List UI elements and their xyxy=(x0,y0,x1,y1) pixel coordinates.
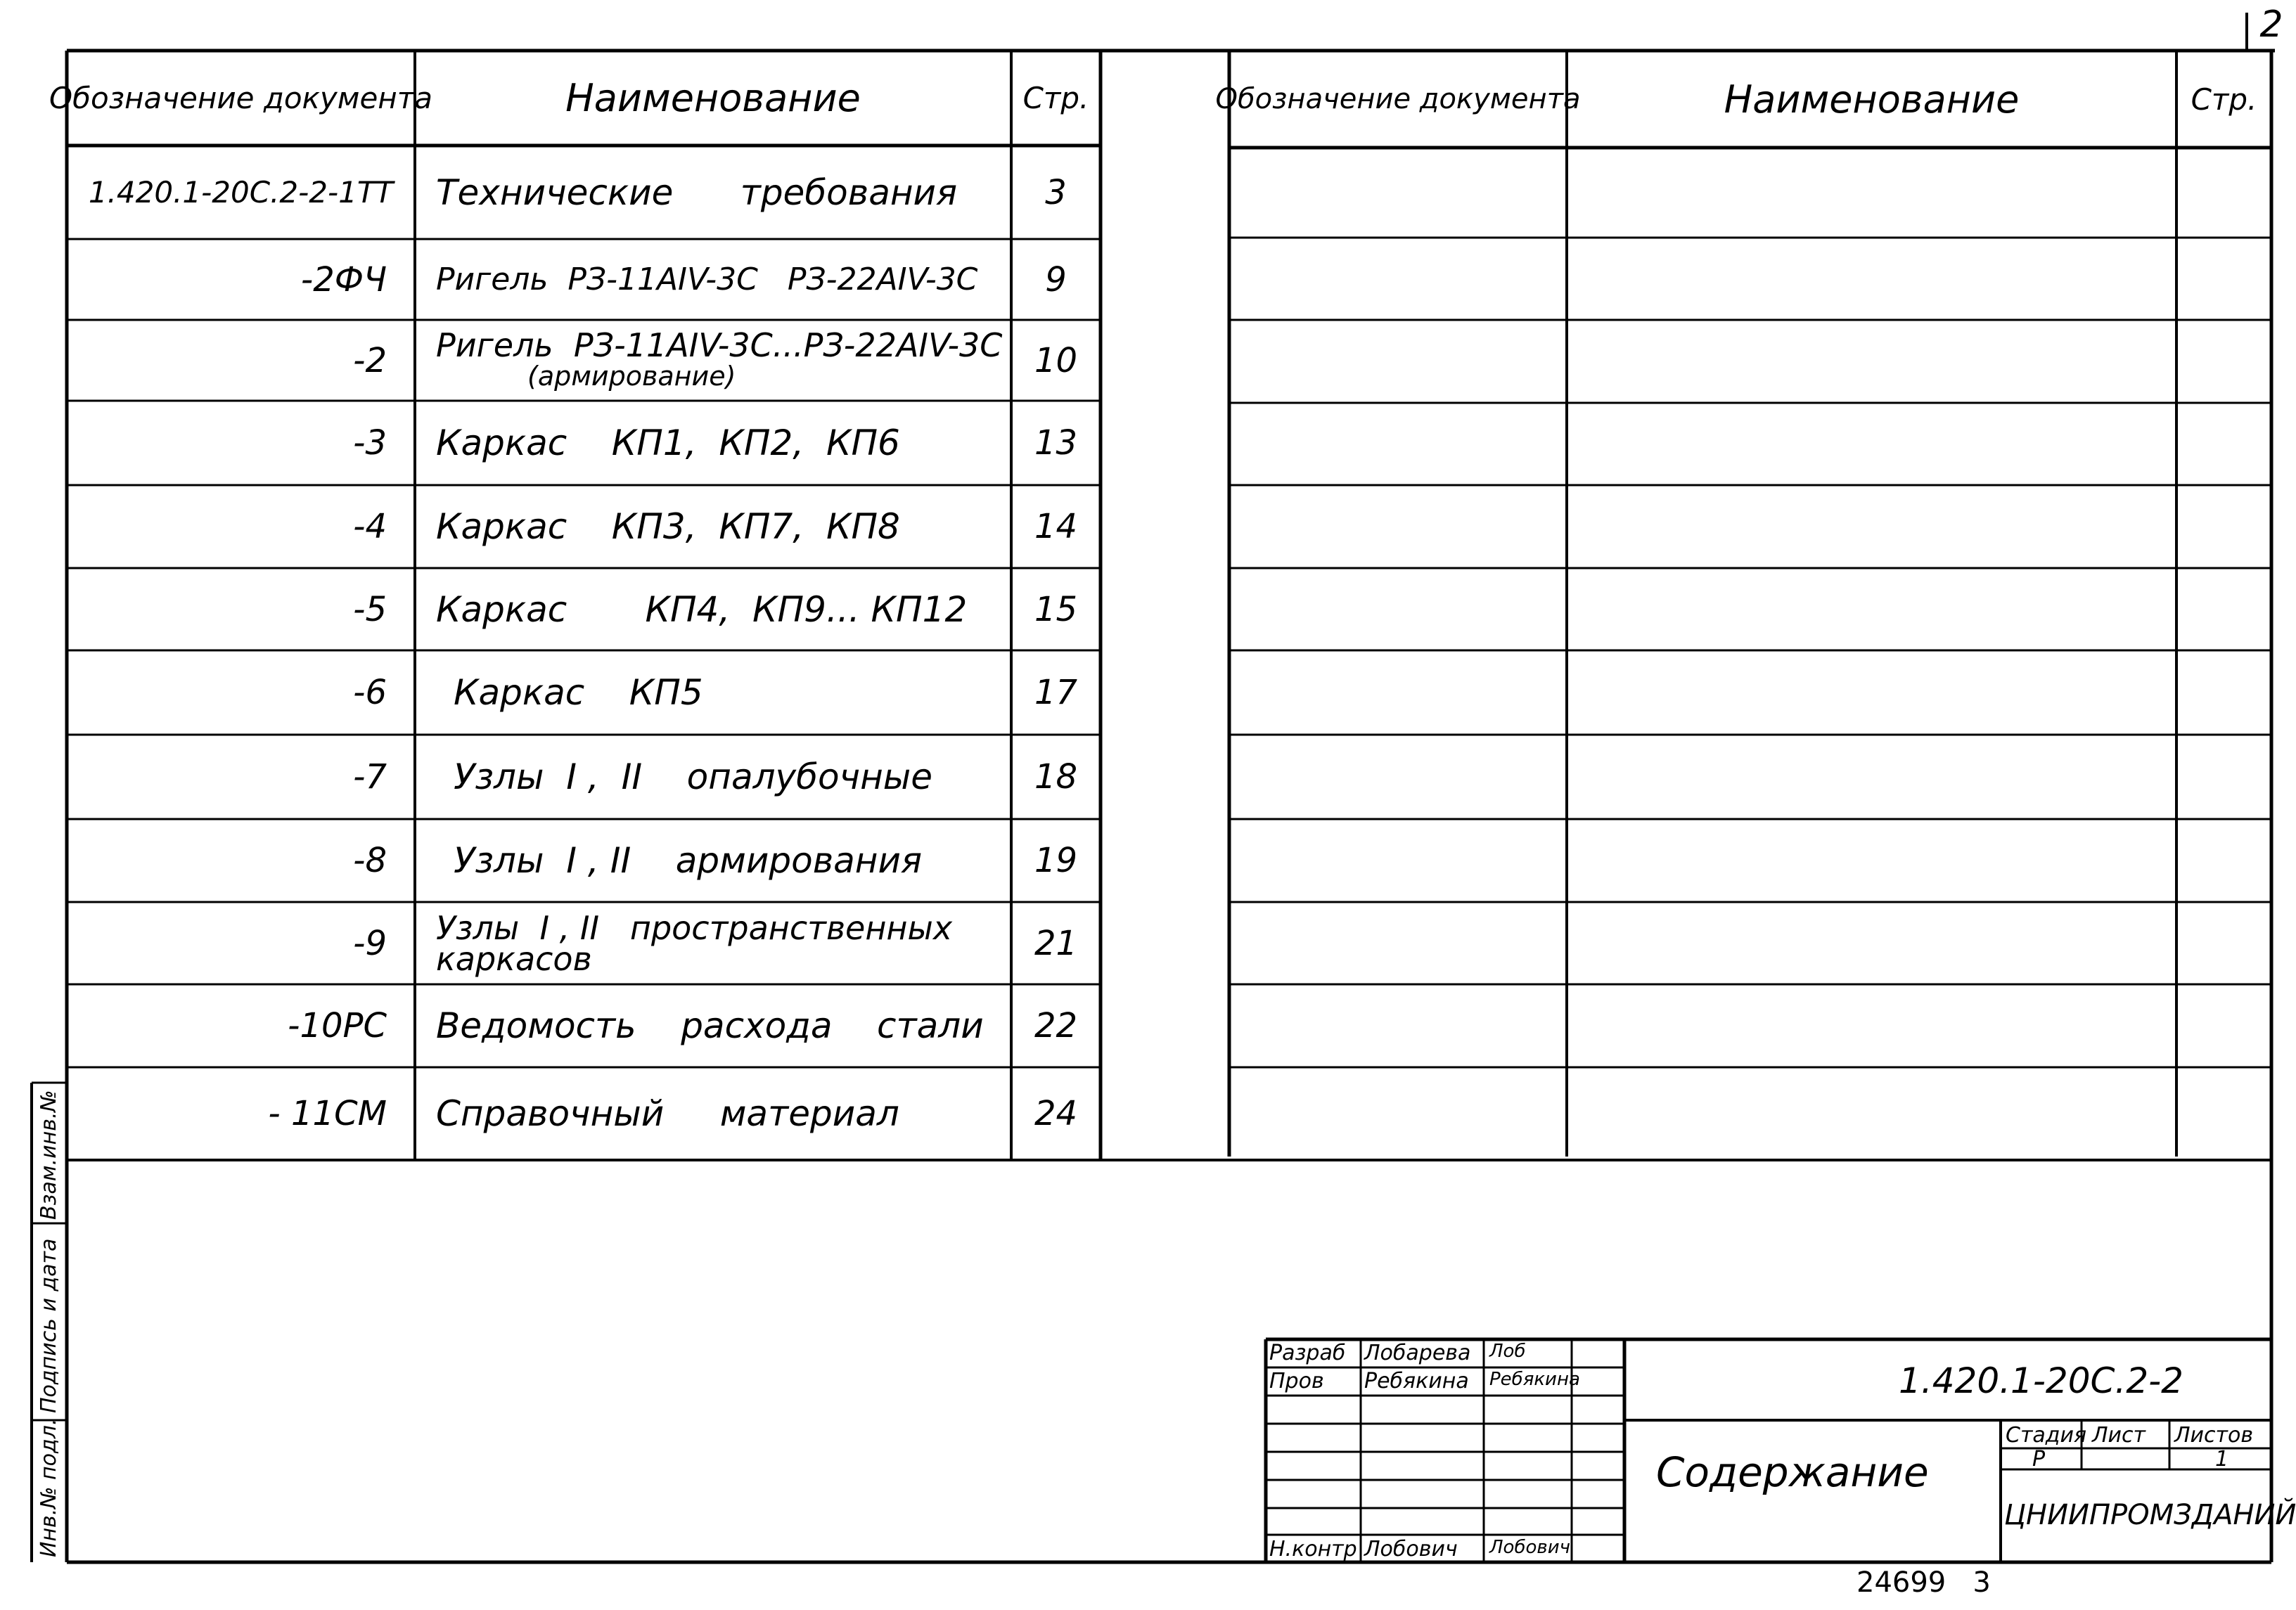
title-role-developer: Разраб xyxy=(1269,1341,1346,1365)
table-row-designation: 1.420.1-20С.2-2-1ТТ xyxy=(88,175,394,210)
table-row-designation: -10РС xyxy=(288,1006,387,1045)
title-role-checker: Пров xyxy=(1269,1369,1324,1393)
table-row-designation: - 11СМ xyxy=(268,1094,387,1133)
left-header-page: Стр. xyxy=(1022,81,1089,115)
table-row-name xyxy=(415,320,1011,401)
table-row-name: Узлы I , II армирования xyxy=(454,840,923,881)
table-row-name: Ригель РЗ-11АIV-3С РЗ-22АIV-3С xyxy=(436,262,978,297)
table-row-page: 13 xyxy=(1034,423,1078,463)
table-row-name: Ведомость расхода стали xyxy=(436,1005,984,1046)
table-row-designation: -4 xyxy=(353,507,387,546)
sheet-title: Содержание xyxy=(1656,1448,1929,1496)
sheet-corner-number: 2 xyxy=(2259,4,2283,46)
table-row-designation: -9 xyxy=(353,923,387,963)
table-row-designation: -2 xyxy=(353,340,387,380)
organization-name: ЦНИИПРОМЗДАНИЙ xyxy=(2004,1499,2296,1531)
left-header-name: Наименование xyxy=(565,76,861,120)
table-row-page: 22 xyxy=(1034,1006,1078,1045)
title-signature-checker: Ребякина xyxy=(1489,1369,1580,1390)
table-row-designation: -7 xyxy=(353,757,387,797)
table-row-designation: -3 xyxy=(353,423,387,463)
sheet-label: Лист xyxy=(2092,1423,2146,1448)
table-row-page: 3 xyxy=(1045,172,1067,212)
table-row-designation: -8 xyxy=(353,841,387,880)
table-row-page: 17 xyxy=(1034,673,1078,712)
table-row-name: Узлы I , II опалубочные xyxy=(454,756,933,797)
right-header-page: Стр. xyxy=(2191,82,2257,117)
table-row-name-line2: каркасов xyxy=(436,939,592,978)
table-row-page: 9 xyxy=(1045,259,1067,300)
table-row-page: 21 xyxy=(1034,923,1078,963)
document-code: 1.420.1-20С.2-2 xyxy=(1899,1360,2183,1401)
table-row-designation: -5 xyxy=(353,589,387,629)
table-row-name-line1: Узлы I , II пространственных xyxy=(436,908,953,947)
title-name-norm-control: Лобович xyxy=(1364,1537,1458,1561)
table-row-name-line1: Ригель РЗ-11АIV-3С...РЗ-22АIV-3С xyxy=(436,326,1003,364)
title-signature-developer: Лоб xyxy=(1489,1341,1526,1362)
table-row-name: Каркас КП4, КП9... КП12 xyxy=(436,588,968,630)
table-row-page: 14 xyxy=(1034,507,1078,546)
table-row-page: 19 xyxy=(1034,841,1078,880)
footer-archive-number: 24699 3 xyxy=(1856,1566,1991,1599)
right-header-designation: Обозначение документа xyxy=(1215,83,1581,115)
sheets-label: Листов xyxy=(2174,1423,2254,1448)
table-row-page: 24 xyxy=(1034,1094,1078,1133)
table-row-page: 18 xyxy=(1034,757,1078,797)
left-header-designation: Обозначение документа xyxy=(49,81,432,115)
table-row-name: Технические требования xyxy=(436,172,958,213)
table-row-name: Каркас КП1, КП2, КП6 xyxy=(436,423,900,463)
sheets-value: 1 xyxy=(2215,1447,2229,1471)
table-row-name xyxy=(415,902,1011,984)
table-row-page: 10 xyxy=(1034,340,1078,380)
margin-label-inventory: Инв.№ подл. xyxy=(37,1418,61,1557)
stage-value: Р xyxy=(2032,1447,2046,1471)
title-name-developer: Лобарева xyxy=(1364,1341,1471,1365)
right-header-name: Наименование xyxy=(1724,77,2020,122)
table-row-designation: -6 xyxy=(353,673,387,712)
table-row-name: Справочный материал xyxy=(436,1093,899,1134)
title-signature-norm-control: Лобович xyxy=(1489,1537,1570,1558)
stage-label: Стадия xyxy=(2006,1423,2087,1448)
table-row-page: 15 xyxy=(1034,589,1078,629)
table-row-designation: -2ФЧ xyxy=(300,259,387,300)
margin-label-signature-date: Подпись и дата xyxy=(37,1238,61,1413)
table-row-name-line2: (армирование) xyxy=(527,360,736,392)
table-row-name: Каркас КП5 xyxy=(454,672,703,713)
margin-label-replacement: Взам.инв.№ xyxy=(37,1090,61,1220)
table-row-name: Каркас КП3, КП7, КП8 xyxy=(436,506,900,547)
title-role-norm-control: Н.контр xyxy=(1269,1537,1357,1561)
title-name-checker: Ребякина xyxy=(1364,1369,1469,1393)
